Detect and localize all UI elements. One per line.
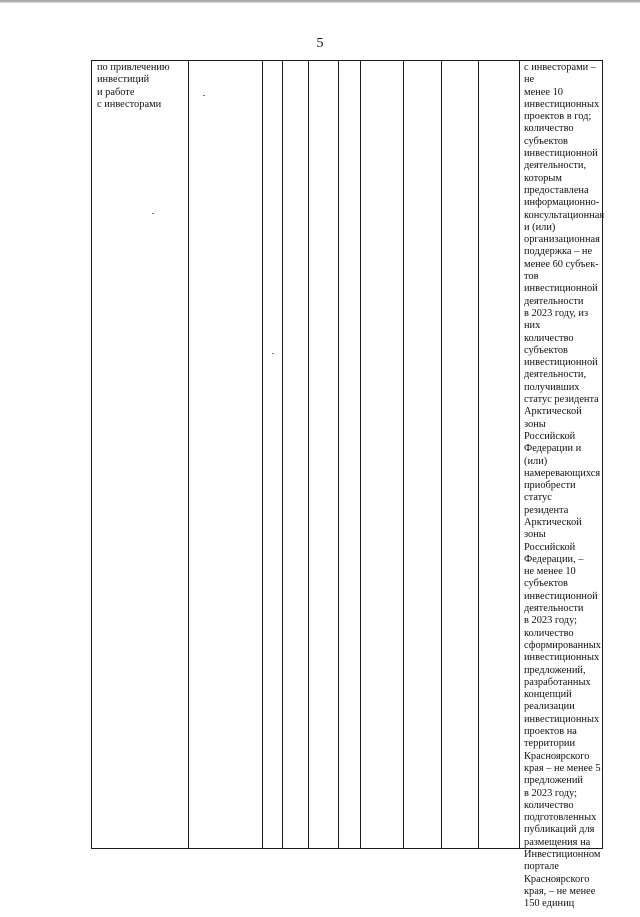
column-divider xyxy=(188,61,189,848)
column-divider xyxy=(262,61,263,848)
column-divider xyxy=(478,61,479,848)
column-divider xyxy=(338,61,339,848)
column-divider xyxy=(282,61,283,848)
scan-top-edge xyxy=(0,0,640,3)
scan-speck xyxy=(152,213,154,214)
page-number: 5 xyxy=(316,36,324,51)
column-divider xyxy=(360,61,361,848)
scan-speck xyxy=(272,353,274,354)
column-divider xyxy=(519,61,520,848)
column-divider xyxy=(308,61,309,848)
table-cell-result: с инвесторами – не менее 10 инвестиционных проектов в год; количество субъектов инвестиционной деятельности, которым предоставлена информационно- консультационная и (или) организационная поддержка – не менее 60 субъек- тов инвестиционной деятельности в 2023 году, из них количество субъектов инвестиционной деятельности, получивших статус резидента Арктической зоны Российской Федерации и (или) намеревающихся приобрести статус резидента Арктической зоны Российской Федерации, – не менее 10 субъектов инвестиционной деятельности в 2023 году; количество сформированных инвестиционных предложений, разработанных концепций реализации инвестиционных проектов на территории Красноярского края – не менее 5 предложений в 2023 году; количество подготовленных публикаций для размещения на Инвестиционном портале Красноярского края, – не менее 150 единиц xyxy=(524,62,605,910)
scan-speck xyxy=(203,95,205,96)
document-table xyxy=(91,60,605,910)
table-cell-responsible: по привлечению инвестиций и работе с инвесторами xyxy=(97,62,170,110)
column-divider xyxy=(403,61,404,848)
column-divider xyxy=(441,61,442,848)
